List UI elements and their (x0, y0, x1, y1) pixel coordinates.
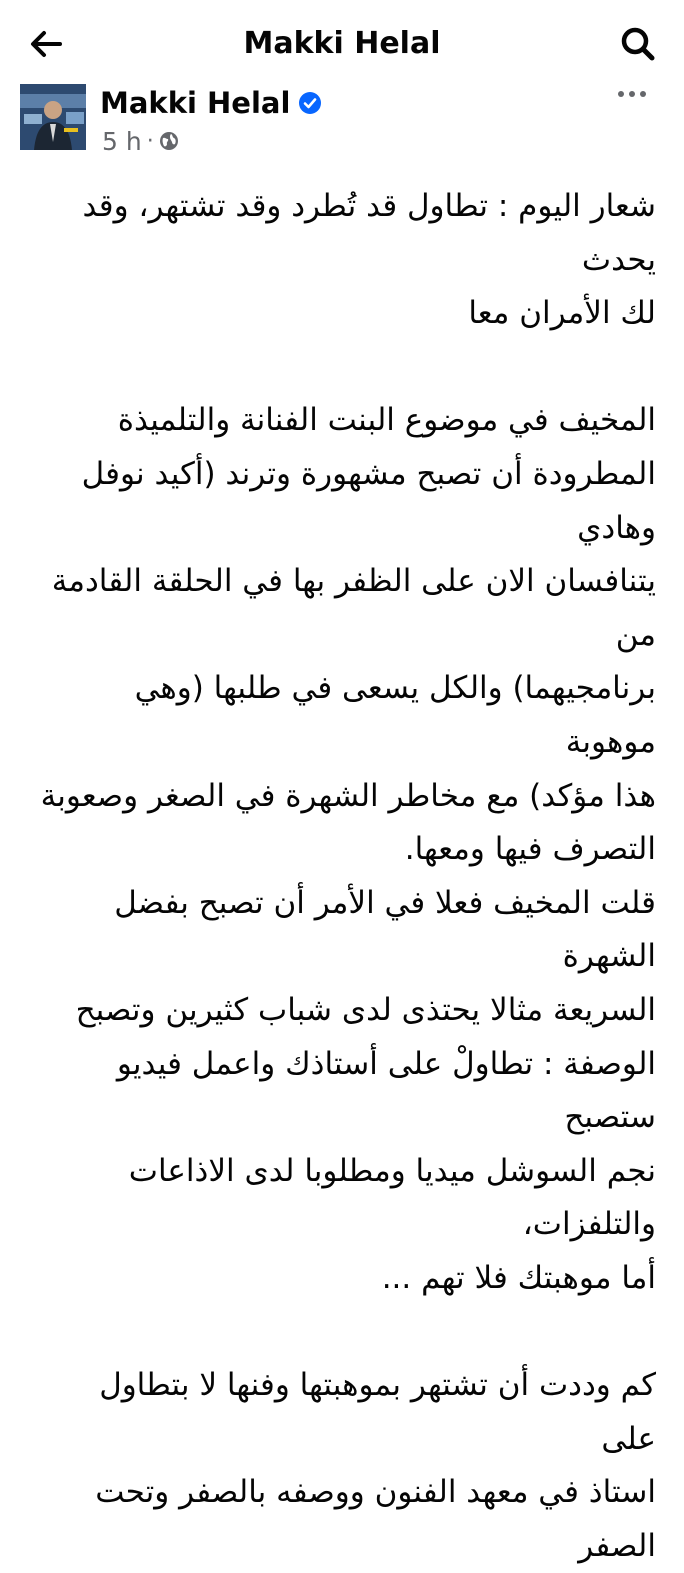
post-line: كم وددت أن تشتهر بموهبتها وفنها لا بتطاول على (99, 1367, 656, 1457)
post-line: أما موهبتك فلا تهم ... (381, 1259, 656, 1296)
verified-badge-icon (298, 91, 322, 115)
post-line: استاذ في معهد الفنون ووصفه بالصفر وتحت الصفر (95, 1474, 656, 1564)
paragraph-gap (36, 341, 656, 395)
author-name[interactable]: Makki Helal (100, 86, 291, 120)
post-line: هذا مؤكد) مع مخاطر الشهرة في الصغر وصعوبة (40, 777, 656, 814)
post-line: شعار اليوم : تطاول قد تُطرد وقد تشتهر، وقد يحدث (82, 188, 656, 278)
post-line: نجم السوشل ميديا ومطلوبا لدى الاذاعات والتلفزات، (128, 1152, 656, 1243)
post-line: يتنافسان الان على الظفر بها في الحلقة القادمة من (51, 563, 656, 653)
post-text (36, 180, 656, 1573)
post-line: المخيف في موضوع البنت الفنانة والتلميذة (117, 402, 656, 439)
more-options-button[interactable] (612, 84, 652, 104)
post-line: الوصفة : تطاولْ على أستاذك واعمل فيديو ستصبح (116, 1045, 656, 1136)
page-title: Makki Helal (243, 26, 441, 61)
search-button[interactable] (614, 20, 662, 68)
post-timestamp[interactable]: 5 h (102, 126, 142, 156)
search-icon (619, 25, 657, 63)
post-line: برنامجيهما) والكل يسعى في طلبها (وهي موهوبة (134, 670, 656, 760)
post-line: المطرودة أن تصبح مشهورة وترند (أكيد نوفل وهادي (81, 455, 656, 546)
post-header (0, 84, 684, 170)
globe-icon (159, 131, 179, 151)
avatar-photo (20, 84, 86, 150)
post-line: قلت المخيف فعلا في الأمر أن تصبح بفضل الشهرة (114, 884, 656, 975)
top-bar (0, 0, 684, 88)
post-line: التصرف فيها ومعها. (404, 831, 656, 868)
more-horizontal-icon (616, 89, 648, 99)
meta-separator: · (146, 128, 154, 154)
post-meta (102, 126, 179, 156)
post-line: لك الأمران معا (468, 295, 656, 332)
avatar[interactable] (20, 84, 86, 150)
author-row (100, 84, 322, 122)
post-line: السريعة مثالا يحتذى لدى شباب كثيرين وتصبح (75, 991, 656, 1028)
paragraph-gap (36, 1305, 656, 1359)
